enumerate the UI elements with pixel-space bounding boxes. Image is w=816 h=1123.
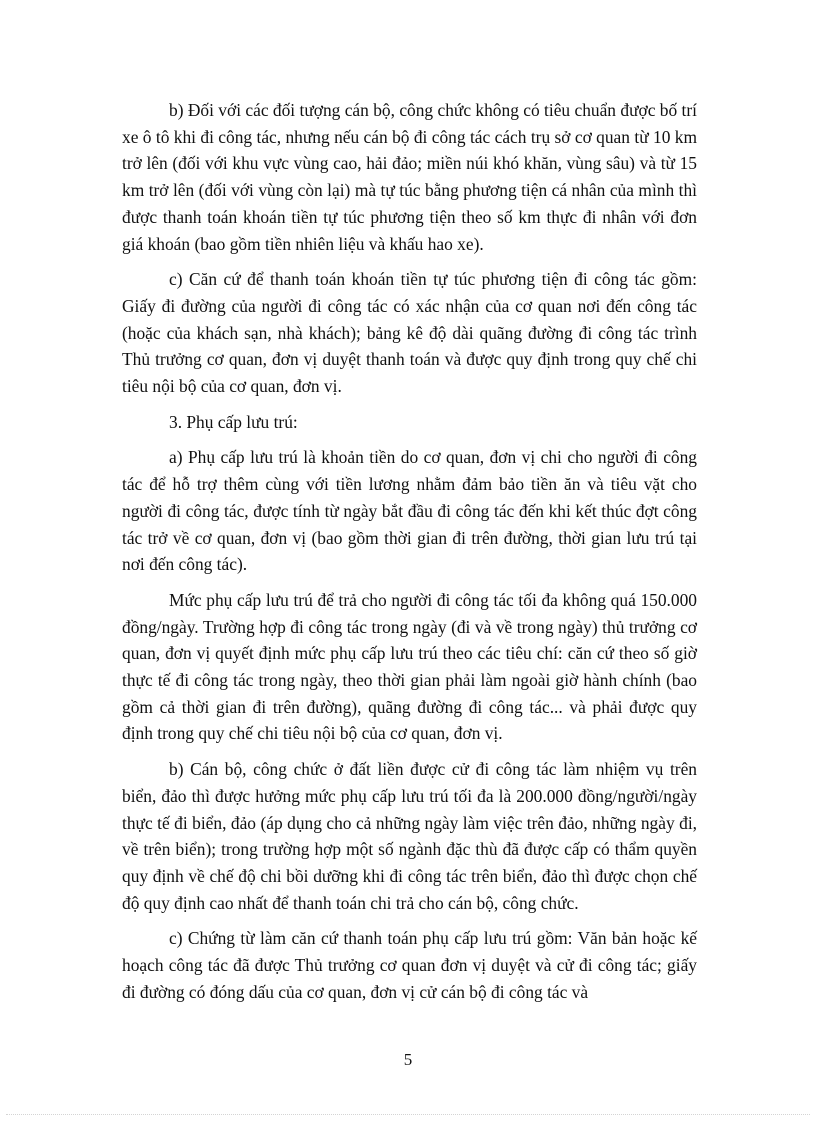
paragraph-allowance-definition: a) Phụ cấp lưu trú là khoản tiền do cơ quan, đơn vị chi cho người đi công tác để hỗ trợ thêm cùng với tiền lương nhằm đảm bảo tiền ăn và tiêu vặt cho người đi công tác, được tính từ ngày bắt đầu đi công tác đến khi kết thúc đợt công tác trở về cơ quan, đơn vị (bao gồm thời gian đi trên đường, thời gian lưu trú tại nơi đến công tác).	[122, 447, 697, 575]
document-body	[122, 97, 697, 1006]
paragraph-vehicle-allowance: b) Đối với các đối tượng cán bộ, công chức không có tiêu chuẩn được bố trí xe ô tô khi đi công tác, nhưng nếu cán bộ đi công tác cách trụ sở cơ quan từ 10 km trở lên (đối với khu vực vùng cao, hải đảo; miền núi khó khăn, vùng sâu) và từ 15 km trở lên (đối với vùng còn lại) mà tự túc bằng phương tiện cá nhân của mình thì được thanh toán khoán tiền tự túc phương tiện theo số km thực đi nhân với đơn giá khoán (bao gồm tiền nhiên liệu và khấu hao xe).	[122, 100, 697, 254]
paragraph-allowance-rate: Mức phụ cấp lưu trú để trả cho người đi công tác tối đa không quá 150.000 đồng/ngày. Trường hợp đi công tác trong ngày (đi và về trong ngày) thủ trưởng cơ quan, đơn vị quyết định mức phụ cấp lưu trú theo các tiêu chí: căn cứ theo số giờ thực tế đi công tác trong ngày, theo thời gian phải làm ngoài giờ hành chính (bao gồm cả thời gian đi trên đường), quãng đường đi công tác... và phải được quy định trong quy chế chi tiêu nội bộ của cơ quan, đơn vị.	[122, 589, 697, 744]
paragraph-allowance-documents: c) Chứng từ làm căn cứ thanh toán phụ cấp lưu trú gồm: Văn bản hoặc kế hoạch công tác đã được Thủ trưởng cơ quan đơn vị duyệt và cử đi công tác; giấy đi đường có đóng dấu của cơ quan, đơn vị cử cán bộ đi công tác và	[122, 928, 697, 1002]
page-number: 5	[403, 1050, 413, 1069]
paragraph-vehicle-payment-basis: c) Căn cứ để thanh toán khoán tiền tự túc phương tiện đi công tác gồm: Giấy đi đường của người đi công tác có xác nhận của cơ quan nơi đến công tác (hoặc của khách sạn, nhà khách); bảng kê độ dài quãng đường đi công tác trình Thủ trưởng cơ quan, đơn vị duyệt thanh toán và được quy định trong quy chế chi tiêu nội bộ của cơ quan, đơn vị.	[122, 269, 697, 397]
section-heading-accommodation-allowance: 3. Phụ cấp lưu trú:	[169, 411, 298, 432]
paragraph-sea-island-allowance: b) Cán bộ, công chức ở đất liền được cử đi công tác làm nhiệm vụ trên biển, đảo thì được hưởng mức phụ cấp lưu trú tối đa là 200.000 đồng/người/ngày thực tế đi biển, đảo (áp dụng cho cả những ngày làm việc trên đảo, những ngày đi, về trên biển); trong trường hợp một số ngành đặc thù đã được cấp có thẩm quyền quy định về chế độ chi bồi dưỡng khi đi công tác trên biển, đảo thì được chọn chế độ quy định cao nhất để thanh toán chi trả cho cán bộ, công chức.	[122, 759, 697, 913]
page-bottom-divider	[6, 1114, 810, 1115]
